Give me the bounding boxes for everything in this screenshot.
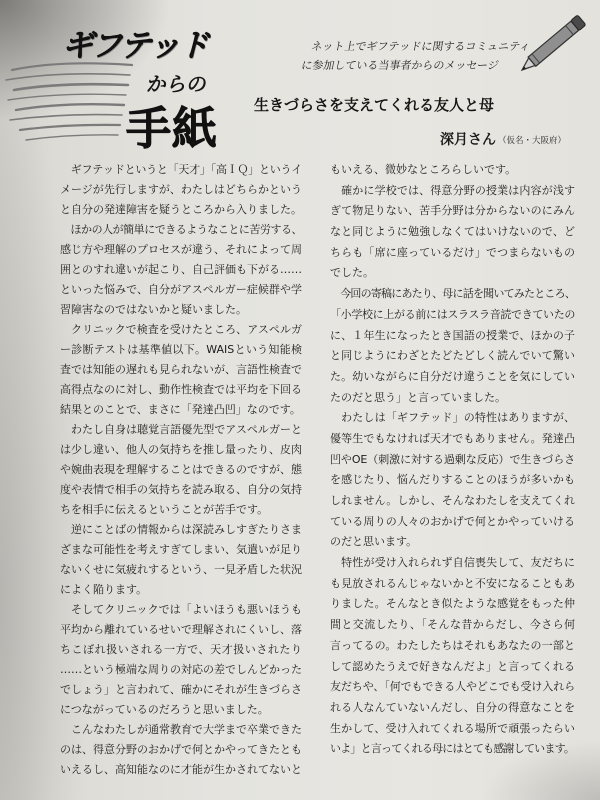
article-line: ……という極端な周りの対応の差でしんどかった bbox=[60, 663, 302, 676]
pen-icon bbox=[512, 10, 596, 80]
article-line: もいえる、微妙なところらしいです。 bbox=[330, 163, 517, 176]
article-line: いえるし、高知能なのに才能が生かされてないと bbox=[60, 763, 302, 776]
article-line: わたしは「ギフテッド」の特性はありますが、 bbox=[330, 411, 575, 425]
article-line: ぎて物足りない、苦手分野は分からないのにみん bbox=[330, 204, 575, 218]
article-line: に、１年生になったとき国語の授業で、ほかの子 bbox=[330, 328, 575, 342]
article-line: 優等生でもなければ天才でもありません。発達凸 bbox=[330, 431, 575, 445]
article-line: ないくせに気疲れするという、一見矛盾した状況 bbox=[60, 563, 302, 576]
series-title-line3: 手紙 bbox=[126, 102, 219, 155]
headline: 生きづらさを支えてくれる友人と母 bbox=[254, 96, 495, 114]
article-line: や婉曲表現を理解することはできるのですが、態 bbox=[60, 463, 302, 476]
article-line: 特性が受け入れられず自信喪失して、友だちに bbox=[330, 556, 575, 570]
article-line: ている周りの人々のおかげで何とかやっていける bbox=[330, 514, 575, 528]
article-line: メージが先行しますが、わたしはどちらかという bbox=[60, 183, 302, 196]
article-line: でした。 bbox=[330, 266, 374, 280]
article-line: は少し違い、他人の気持ちを推し量ったり、皮肉 bbox=[60, 443, 302, 456]
article-line: ほかの人が簡単にできるようなことに苦労する、 bbox=[60, 223, 302, 236]
article-line: れる人なんていないんだし、自分の得意なことを bbox=[330, 700, 575, 714]
article-right-column bbox=[330, 160, 575, 760]
article-line: ちを相手に伝えるということが苦手です。 bbox=[60, 503, 269, 516]
article-line: して認めたうえで好きなんだよ」と言ってくれる bbox=[330, 659, 575, 673]
author-note: （仮名・大阪府） bbox=[498, 136, 567, 146]
article-line: といった悩みで、自分がアスペルガー症候群や学 bbox=[60, 283, 302, 296]
article-line: を感じたり、悩んだりすることのほうが多いかも bbox=[330, 473, 575, 487]
series-title-line1: ギフテッド bbox=[60, 28, 215, 64]
article-line: 確かに学校では、得意分野の授業は内容が浅す bbox=[330, 183, 575, 197]
lead-text-line2: に参加している当事者からのメッセージ bbox=[300, 59, 500, 72]
article-left-column bbox=[60, 160, 302, 780]
article-line: と自分の発達障害を疑うところから入りました。 bbox=[60, 203, 302, 216]
article-line: 度や表情で相手の気持ちを読み取る、自分の気持 bbox=[60, 483, 302, 496]
author-name: 深月さん bbox=[440, 132, 496, 148]
article-line: ざまな可能性を考えすぎてしまい、気遣いが足り bbox=[60, 543, 302, 556]
article-line: でしょう」と言われて、確かにそれが生きづらさ bbox=[60, 683, 302, 696]
article-line: と同じようにわざとたどたどしく読んでいて驚い bbox=[330, 349, 575, 363]
article-line: 今回の寄稿にあたり、母に話を聞いてみたところ、 bbox=[330, 287, 575, 301]
article-line: こんなわたしが通常教育で大学まで卒業できた bbox=[60, 723, 302, 736]
article-line: によく陥ります。 bbox=[60, 583, 148, 596]
article-line: のは、得意分野のおかげで何とかやってきたとも bbox=[60, 743, 302, 756]
article-line: ちらも「席に座っているだけ」でつまらないもの bbox=[330, 245, 575, 259]
article-line: 間と交流したり、「そんな昔からだし、今さら何 bbox=[330, 618, 575, 632]
article-line: いよ」と言ってくれる母にはとても感謝しています。 bbox=[330, 742, 575, 756]
article-line: のだと思います。 bbox=[330, 535, 418, 549]
article-line: 「小学校に上がる前にはスラスラ音読できていたの bbox=[330, 307, 575, 321]
article-line: ちこぼれ扱いされる一方で、天才扱いされたり bbox=[60, 643, 302, 656]
article-line: しれません。しかし、そんなわたしを支えてくれ bbox=[330, 494, 575, 507]
article-line: 高得点なのに対し、動作性検査では平均を下回る bbox=[60, 383, 302, 396]
article-line: も見放されるんじゃないかと不安になることもあ bbox=[330, 576, 575, 590]
article-line: わたし自身は聴覚言語優先型でアスペルガーと bbox=[60, 423, 302, 436]
article-line: クリニックで検査を受けたところ、アスペルガ bbox=[60, 323, 302, 336]
series-title-line2: からの bbox=[145, 72, 210, 96]
article-line: 習障害なのではないかと疑いました。 bbox=[60, 303, 247, 316]
article-line: なと同じように勉強しなくてはいけないので、ど bbox=[330, 225, 575, 239]
lead-text-line1: ネット上でギフテッドに関するコミュニティ bbox=[310, 40, 532, 53]
article-line: そしてクリニックでは「よいほうも悪いほうも bbox=[60, 603, 302, 616]
article-line: りました。そんなとき似たような感覚をもった仲 bbox=[330, 597, 575, 611]
article-line: たのだと思う」と言っていました。 bbox=[330, 390, 506, 404]
article-line: 友だちや、「何でもできる人やどこでも受け入れら bbox=[330, 680, 575, 694]
article-line: ー診断テストは基準値以下。WAISという知能検 bbox=[60, 343, 302, 356]
article-line: 査では知能の遅れも見られないが、言語性検査で bbox=[60, 363, 302, 376]
article-line: 囲とのすれ違いが起こり、自己評価も下がる…… bbox=[60, 263, 302, 276]
article-line: 結果とのことで、まさに「発達凸凹」なのです。 bbox=[60, 403, 301, 416]
article-line: につながっているのだろうと思いました。 bbox=[60, 703, 269, 716]
article-line: 逆にことばの情報からは深読みしすぎたりさま bbox=[60, 523, 302, 536]
article-line: 凹やOE（刺激に対する過剰な反応）で生きづらさ bbox=[330, 452, 575, 466]
article-line: 生かして、受け入れてくれる場所で頑張ったらい bbox=[330, 721, 575, 735]
article-line: 言ってるの。わたしたちはそれもあなたの一部と bbox=[330, 638, 575, 652]
article-line: 感じ方や理解のプロセスが違う、それによって周 bbox=[60, 243, 302, 256]
article-line: 平均から離れているせいで理解されにくいし、落 bbox=[60, 623, 302, 636]
article-line: た。幼いながらに自分だけ違うことを気にしてい bbox=[330, 369, 575, 383]
article-line: ギフテッドというと「天才」「高ＩＱ」というイ bbox=[60, 163, 302, 176]
